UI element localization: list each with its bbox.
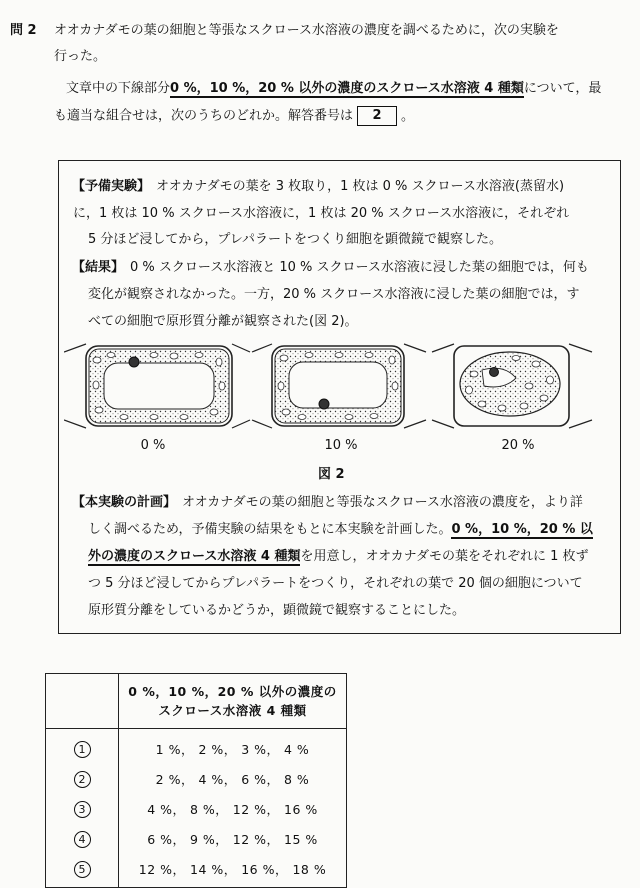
- cell-20-percent: [432, 344, 592, 428]
- question-number: 問 2: [10, 23, 37, 38]
- choice-num-2: [46, 764, 119, 794]
- cell-0-percent: [64, 344, 250, 428]
- figure-2-cells: [64, 340, 616, 436]
- circled-number-2: 2: [74, 771, 91, 788]
- figure-caption: 図 2: [318, 467, 345, 482]
- choice-row-4[interactable]: [46, 824, 347, 854]
- choices-header-row: [46, 674, 347, 729]
- answer-number-box: 2: [357, 106, 397, 126]
- question-text-line3: [66, 80, 601, 98]
- plan-line2-pre: しく調べるため，予備実験の結果をもとに本実験を計画した。: [88, 522, 452, 537]
- prelim-heading: 【予備実験】: [72, 179, 151, 194]
- circled-number-5: 5: [74, 861, 91, 878]
- figure-label-10: 10 %: [324, 438, 358, 453]
- choice-num-3: [46, 794, 119, 824]
- prelim-line1: [72, 178, 564, 196]
- question-line4-post: 。: [401, 108, 415, 124]
- figure-label-0: 0 %: [140, 438, 166, 453]
- choices-header-line2: スクロース水溶液 4 種類: [158, 703, 307, 718]
- prelim-line3: 5 分ほど浸してから，プレパラートをつくり細胞を顕微鏡で観察した。: [88, 232, 502, 247]
- plan-line3: [88, 548, 589, 566]
- choice-row-3[interactable]: [46, 794, 347, 824]
- prelim-line2: に，1 枚は 10 % スクロース水溶液に，1 枚は 20 % スクロース水溶液に，それぞれ: [73, 206, 570, 221]
- plan-line1: [72, 494, 583, 512]
- circled-number-3: 3: [74, 801, 91, 818]
- choice-row-5[interactable]: [46, 854, 347, 888]
- choice-num-1: [46, 729, 119, 765]
- choice-num-4: [46, 824, 119, 854]
- prelim-text1: オオカナダモの葉を 3 枚取り，1 枚は 0 % スクロース水溶液(蒸留水): [156, 179, 565, 194]
- question-text-line1: オオカナダモの葉の細胞と等張なスクロース水溶液の濃度を調べるために，次の実験を: [54, 23, 559, 38]
- plan-underlined-term-b: 外の濃度のスクロース水溶液 4 種類: [88, 549, 301, 564]
- circled-number-4: 4: [74, 831, 91, 848]
- choice-num-5: [46, 854, 119, 888]
- question-text-line2: 行った。: [54, 49, 107, 64]
- question-line4-pre: も適当な組合せは，次のうちのどれか。解答番号は: [54, 108, 354, 124]
- plan-text1: オオカナダモの葉の細胞と等張なスクロース水溶液の濃度を，より詳: [182, 495, 583, 510]
- cell-10-percent: [252, 344, 426, 428]
- choices-header: [119, 674, 347, 729]
- plan-line4: つ 5 分ほど浸してからプレパラートをつくり，それぞれの葉で 20 個の細胞について: [88, 576, 583, 591]
- plan-line3-post: を用意し，オオカナダモの葉をそれぞれに 1 枚ず: [300, 549, 589, 564]
- choice-row-1[interactable]: [46, 729, 347, 765]
- choice-value-3: 4 %， 8 %， 12 %， 16 %: [119, 794, 347, 824]
- choice-value-1: 1 %， 2 %， 3 %， 4 %: [119, 729, 347, 765]
- choice-value-5: 12 %， 14 %， 16 %， 18 %: [119, 854, 347, 888]
- choices-header-line1: 0 %，10 %，20 % 以外の濃度の: [128, 684, 337, 699]
- result-line1: [72, 259, 589, 277]
- choices-table: [45, 673, 347, 888]
- choice-row-2[interactable]: [46, 764, 347, 794]
- plan-line5: 原形質分離をしているかどうか，顕微鏡で観察することにした。: [88, 603, 466, 618]
- question-line3-pre: 文章中の下線部分: [66, 81, 171, 96]
- result-text1: 0 % スクロース水溶液と 10 % スクロース水溶液に浸した葉の細胞では，何も: [130, 260, 589, 275]
- choices-header-empty: [46, 674, 119, 729]
- question-underlined-term: 0 %，10 %，20 % 以外の濃度のスクロース水溶液 4 種類: [170, 81, 524, 96]
- question-text-line4: [54, 106, 414, 126]
- choice-value-2: 2 %， 4 %， 6 %， 8 %: [119, 764, 347, 794]
- plan-heading: 【本実験の計画】: [72, 495, 177, 510]
- figure-label-20: 20 %: [501, 438, 535, 453]
- question-line3-post: について，最: [523, 81, 602, 96]
- circled-number-1: 1: [74, 741, 91, 758]
- result-line2: 変化が観察されなかった。一方，20 % スクロース水溶液に浸した葉の細胞では，す: [88, 287, 580, 302]
- plan-underlined-term-a: 0 %，10 %，20 % 以: [451, 522, 593, 537]
- result-heading: 【結果】: [72, 260, 125, 275]
- result-line3: べての細胞で原形質分離が観察された(図 2)。: [88, 314, 358, 329]
- plan-line2: [88, 521, 593, 539]
- choice-value-4: 6 %， 9 %， 12 %， 15 %: [119, 824, 347, 854]
